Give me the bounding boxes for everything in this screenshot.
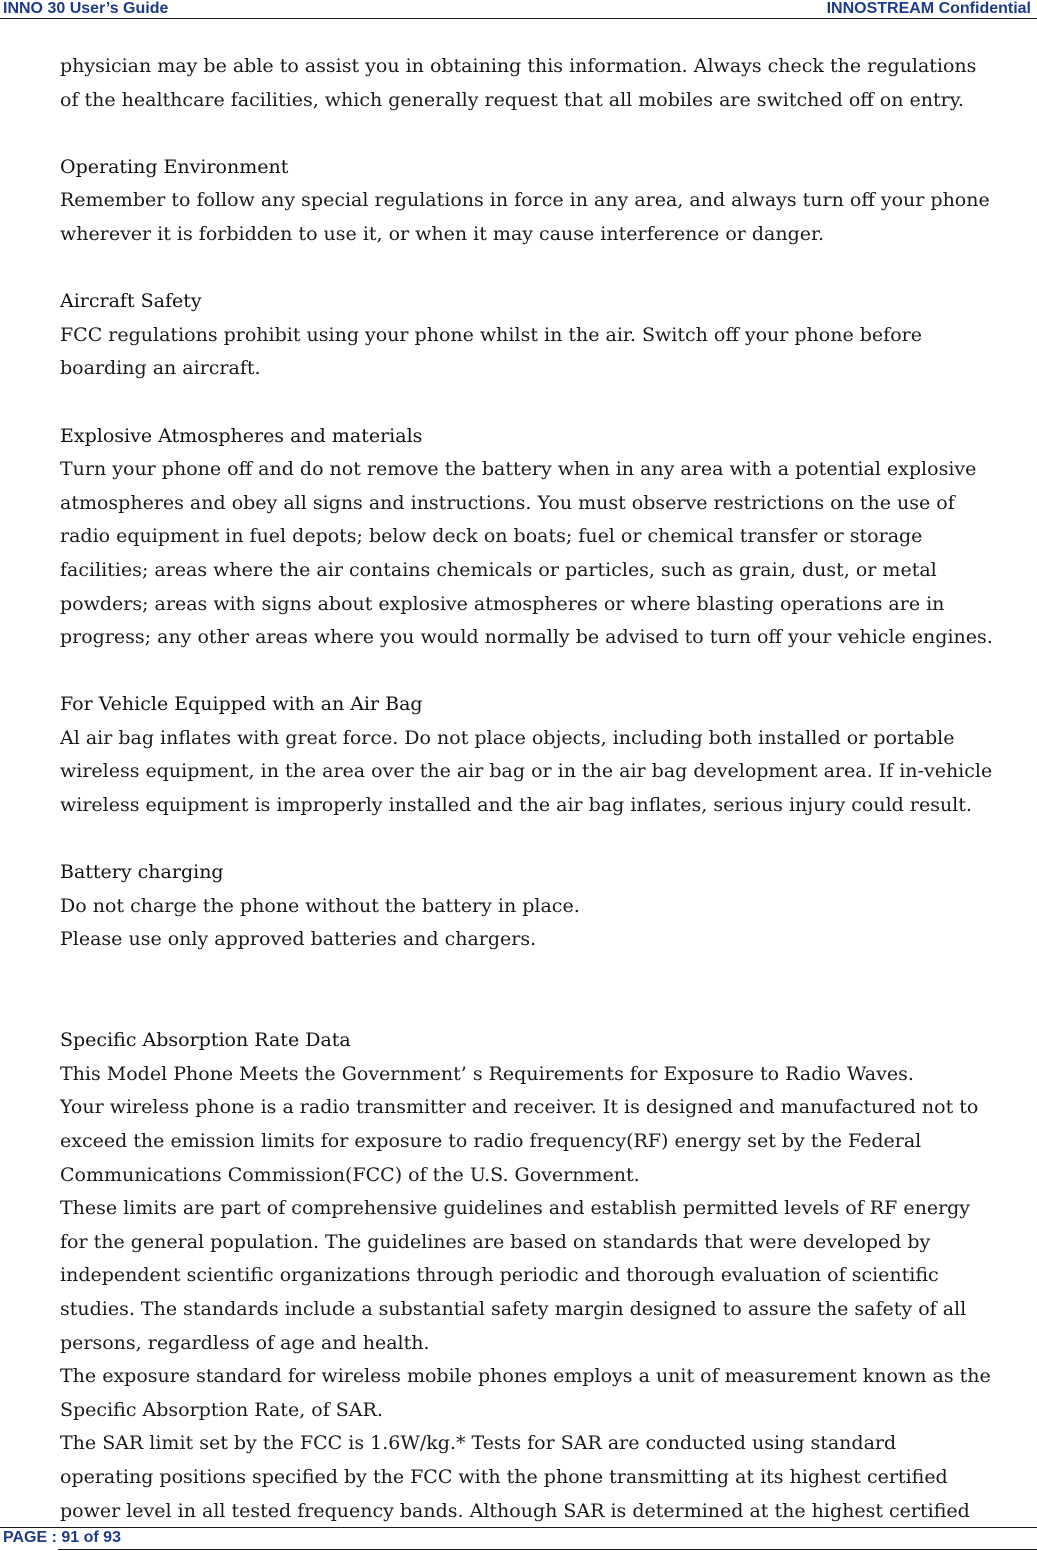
body-line: persons, regardless of age and health. [60, 1331, 430, 1354]
body-line: operating positions specified by the FCC with the phone transmitting at its highest certified [60, 1465, 948, 1488]
intro-line: of the healthcare facilities, which generally request that all mobiles are switched off on entry. [60, 88, 964, 111]
body-line: atmospheres and obey all signs and instructions. You must observe restrictions on the use of [60, 491, 955, 514]
page-body [60, 50, 1035, 1528]
body-line: facilities; areas where the air contains chemicals or particles, such as grain, dust, or metal [60, 558, 937, 581]
section-explosive-atmospheres [60, 420, 1035, 655]
section-air-bag [60, 688, 1035, 822]
paragraph-spacer [60, 117, 1035, 151]
body-line: Remember to follow any special regulations in force in any area, and always turn off your phone [60, 189, 990, 212]
paragraph-spacer [60, 655, 1035, 689]
section-heading: Battery charging [60, 861, 224, 884]
body-line: Please use only approved batteries and chargers. [60, 928, 537, 951]
body-line: FCC regulations prohibit using your phone whilst in the air. Switch off your phone before [60, 323, 922, 346]
body-line: exceed the emission limits for exposure to radio frequency(RF) energy set by the Federal [60, 1130, 922, 1152]
section-operating-environment [60, 151, 1035, 252]
body-line: wherever it is forbidden to use it, or when it may cause interference or danger. [60, 222, 825, 245]
body-line: boarding an aircraft. [60, 357, 261, 380]
section-heading: Explosive Atmospheres and materials [60, 424, 423, 447]
page-header [0, 0, 1037, 20]
body-line: wireless equipment, in the area over the air bag or in the air bag development area. If in-vehicle [60, 760, 993, 783]
paragraph-spacer [60, 823, 1035, 857]
body-line: wireless equipment is improperly installed and the air bag inflates, serious injury could result. [60, 794, 972, 817]
document-title: INNO 30 User’s Guide [3, 0, 169, 17]
section-heading: Operating Environment [60, 155, 289, 178]
body-line: The exposure standard for wireless mobile phones employs a unit of measurement known as the [60, 1365, 991, 1388]
body-line: progress; any other areas where you would normally be advised to turn off your vehicle engines. [60, 626, 993, 649]
body-line: Communications Commission(FCC) of the U.S. Government. [60, 1163, 640, 1186]
paragraph-spacer [60, 252, 1035, 286]
header-divider [0, 18, 1037, 19]
section-aircraft-safety [60, 285, 1035, 386]
confidentiality-label: INNOSTREAM Confidential [826, 0, 1031, 17]
section-battery-charging [60, 856, 1035, 957]
footer-divider-top [0, 1527, 1037, 1528]
paragraph-spacer [60, 386, 1035, 420]
body-line: The SAR limit set by the FCC is 1.6W/kg.* Tests for SAR are conducted using standard [60, 1432, 897, 1455]
paragraph-spacer [60, 957, 1035, 1024]
body-line: radio equipment in fuel depots; below deck on boats; fuel or chemical transfer or storage [60, 525, 923, 548]
section-heading: Aircraft Safety [60, 290, 202, 313]
body-line: Specific Absorption Rate, of SAR. [60, 1398, 383, 1421]
footer-divider-bottom [58, 1549, 1037, 1550]
section-sar-data [60, 1024, 1035, 1528]
page-number: PAGE : 91 of 93 [3, 1529, 121, 1546]
intro-line: physician may be able to assist you in obtaining this information. Always check the regulations [60, 55, 977, 77]
body-line: Turn your phone off and do not remove the battery when in any area with a potential explosive [60, 458, 977, 481]
body-line: powders; areas with signs about explosive atmospheres or where blasting operations are in [60, 592, 945, 615]
body-line: Do not charge the phone without the battery in place. [60, 894, 580, 917]
body-line: independent scientific organizations through periodic and thorough evaluation of scientific [60, 1264, 939, 1287]
body-line: This Model Phone Meets the Government’ s Requirements for Exposure to Radio Waves. [60, 1062, 914, 1085]
body-line: for the general population. The guidelines are based on standards that were developed by [60, 1230, 931, 1253]
section-heading: For Vehicle Equipped with an Air Bag [60, 693, 423, 716]
section-heading: Specific Absorption Rate Data [60, 1029, 351, 1052]
body-line: studies. The standards include a substantial safety margin designed to assure the safety of all [60, 1297, 967, 1320]
body-line: These limits are part of comprehensive guidelines and establish permitted levels of RF energy [60, 1197, 971, 1220]
body-line: power level in all tested frequency bands. Although SAR is determined at the highest certified [60, 1499, 970, 1522]
body-line: Al air bag inflates with great force. Do not place objects, including both installed or portable [60, 726, 955, 749]
body-line: Your wireless phone is a radio transmitter and receiver. It is designed and manufactured not to [60, 1096, 979, 1119]
